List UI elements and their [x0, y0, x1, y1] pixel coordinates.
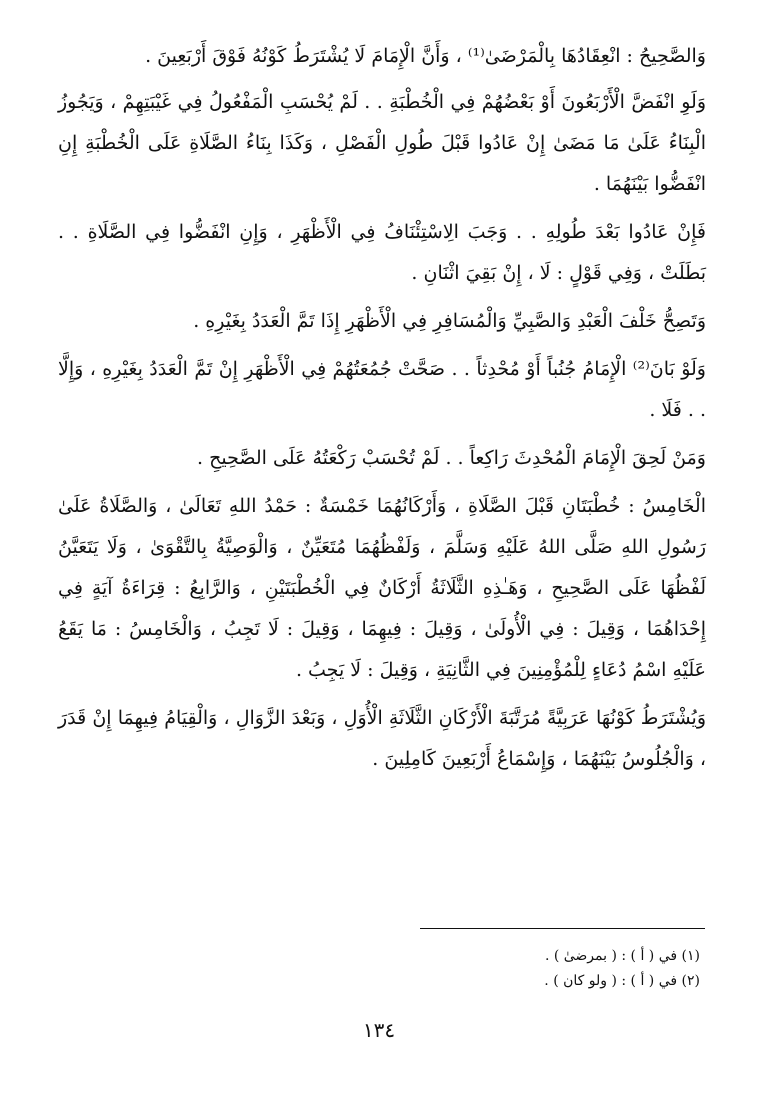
paragraph-5: وَلَوْ بَانَ⁽²⁾ الْإِمَامُ جُنُباً أَوْ مُحْدِثاً . . صَحَّتْ جُمُعَتُهُمْ فِي الْأَظْهَرِ إِنْ تَمَّ الْعَدَدُ بِغَيْرِهِ ، وَإِلَّا . . فَلَا . [58, 358, 706, 421]
footnote-1: (١) في ( أ ) : ( بمرضىٰ ) . [544, 948, 700, 964]
footnote-2: (٢) في ( أ ) : ( ولو كان ) . [544, 973, 700, 989]
paragraph-1: وَالصَّحِيحُ : انْعِقَادُهَا بِالْمَرْضَىٰ⁽¹⁾ ، وَأَنَّ الْإِمَامَ لَا يُشْتَرَطُ كَوْنُهُ فَوْقَ أَرْبَعِينَ . [145, 45, 706, 67]
main-text [58, 36, 706, 787]
paragraph-4: وَتَصِحُّ خَلْفَ الْعَبْدِ وَالصَّبِيِّ وَالْمُسَافِرِ فِي الْأَظْهَرِ إِذَا تَمَّ الْعَدَدُ بِغَيْرِهِ . [193, 310, 706, 332]
paragraph-6: وَمَنْ لَحِقَ الْإِمَامَ الْمُحْدِثَ رَاكِعاً . . لَمْ تُحْسَبْ رَكْعَتُهُ عَلَى الصَّحِيحِ . [197, 447, 706, 469]
paragraph-2: وَلَوِ انْفَضَّ الْأَرْبَعُونَ أَوْ بَعْضُهُمْ فِي الْخُطْبَةِ . . لَمْ يُحْسَبِ الْمَفْعُولُ فِي غَيْبَتِهِمْ ، وَيَجُوزُ الْبِنَاءُ عَلَىٰ مَا مَضَىٰ إِنْ عَادُوا قَبْلَ طُولِ الْفَصْلِ ، وَكَذَا بِنَاءُ الصَّلَاةِ عَلَى الْخُطْبَةِ إِنِ انْفَضُّوا بَيْنَهُمَا . [58, 91, 706, 195]
paragraph-3: فَإِنْ عَادُوا بَعْدَ طُولِهِ . . وَجَبَ الِاسْتِئْنَافُ فِي الْأَظْهَرِ ، وَإِنِ انْفَضُّوا فِي الصَّلَاةِ . . بَطَلَتْ ، وَفِي قَوْلٍ : لَا ، إِنْ بَقِيَ اثْنَانِ . [58, 221, 706, 284]
paragraph-7: الْخَامِسُ : خُطْبَتَانِ قَبْلَ الصَّلَاةِ ، وَأَرْكَانُهُمَا خَمْسَةٌ : حَمْدُ اللهِ تَعَالَىٰ ، وَالصَّلَاةُ عَلَىٰ رَسُولِ اللهِ صَلَّى اللهُ عَلَيْهِ وَسَلَّمَ ، وَلَفْظُهُمَا مُتَعَيِّنٌ ، وَالْوَصِيَّةُ بِالتَّقْوَىٰ ، وَلَا يَتَعَيَّنُ لَفْظُهَا عَلَى الصَّحِيحِ ، وَهَـٰذِهِ الثَّلَاثَةُ أَرْكَانٌ فِي الْخُطْبَتَيْنِ ، وَالرَّابِعُ : قِرَاءَةُ آيَةٍ فِي إِحْدَاهُمَا ، وَقِيلَ : فِي الْأُولَىٰ ، وَقِيلَ : فِيهِمَا ، وَقِيلَ : لَا تَجِبُ ، وَالْخَامِسُ : مَا يَقَعُ عَلَيْهِ اسْمُ دُعَاءٍ لِلْمُؤْمِنِينَ فِي الثَّانِيَةِ ، وَقِيلَ : لَا يَجِبُ . [58, 495, 706, 681]
page-number: ١٣٤ [362, 1018, 396, 1042]
footnote-divider [420, 928, 705, 929]
paragraph-8: وَيُشْتَرَطُ كَوْنُهَا عَرَبِيَّةً مُرَتَّبَةَ الْأَرْكَانِ الثَّلَاثَةِ الْأُوَلِ ، وَبَعْدَ الزَّوَالِ ، وَالْقِيَامُ فِيهِمَا إِنْ قَدَرَ ، وَالْجُلُوسُ بَيْنَهُمَا ، وَإِسْمَاعُ أَرْبَعِينَ كَامِلِينَ . [58, 707, 706, 770]
footnotes [544, 944, 700, 994]
